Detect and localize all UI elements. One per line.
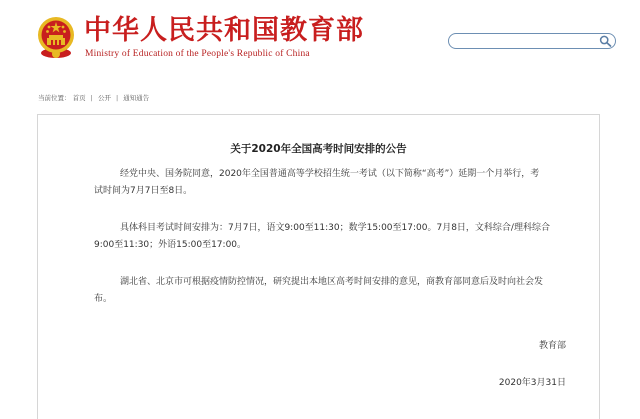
breadcrumb-separator: | xyxy=(116,94,119,102)
paragraph-line: 布。 xyxy=(94,294,113,304)
search-box[interactable] xyxy=(448,33,616,49)
paragraph-line: 经党中央、国务院同意，2020年全国普通高等学校招生统一考试（以下简称“高考”）延期一个月举行，考 xyxy=(120,169,540,179)
site-header xyxy=(0,0,640,80)
paragraph-line: 湖北省、北京市可根据疫情防控情况，研究提出本地区高考时间安排的意见，商教育部同意后及时向社会发 xyxy=(120,277,544,287)
breadcrumb-notices-link[interactable]: 通知通告 xyxy=(123,94,150,102)
breadcrumb-separator: | xyxy=(90,94,93,102)
breadcrumb xyxy=(38,92,149,104)
article-panel xyxy=(37,114,600,419)
article-paragraph xyxy=(94,166,594,200)
site-name-chinese[interactable]: 中华人民共和国教育部 xyxy=(84,15,364,46)
paragraph-line: 9:00至11:30；外语15:00至17:00。 xyxy=(94,240,247,250)
breadcrumb-prefix: 当前位置： xyxy=(38,94,71,102)
search-input[interactable] xyxy=(457,35,595,46)
article-paragraph xyxy=(94,220,594,254)
breadcrumb-home-link[interactable]: 首页 xyxy=(72,94,86,102)
site-name-english: Ministry of Education of the People's Republic of China xyxy=(85,49,310,59)
paragraph-line: 具体科目考试时间安排为：7月7日，语文9:00至11:30；数学15:00至17:00。7月8日，文科综合/理科综合 xyxy=(120,223,550,233)
signature-date: 2020年3月31日 xyxy=(498,378,566,388)
article-paragraph xyxy=(94,274,594,308)
article-title: 关于2020年全国高考时间安排的公告 xyxy=(230,143,407,155)
search-icon[interactable] xyxy=(599,35,612,47)
national-emblem-icon[interactable] xyxy=(36,14,76,60)
signature-organization: 教育部 xyxy=(538,341,566,351)
paragraph-line: 试时间为7月7日至8日。 xyxy=(94,186,193,196)
breadcrumb-public-link[interactable]: 公开 xyxy=(97,94,111,102)
